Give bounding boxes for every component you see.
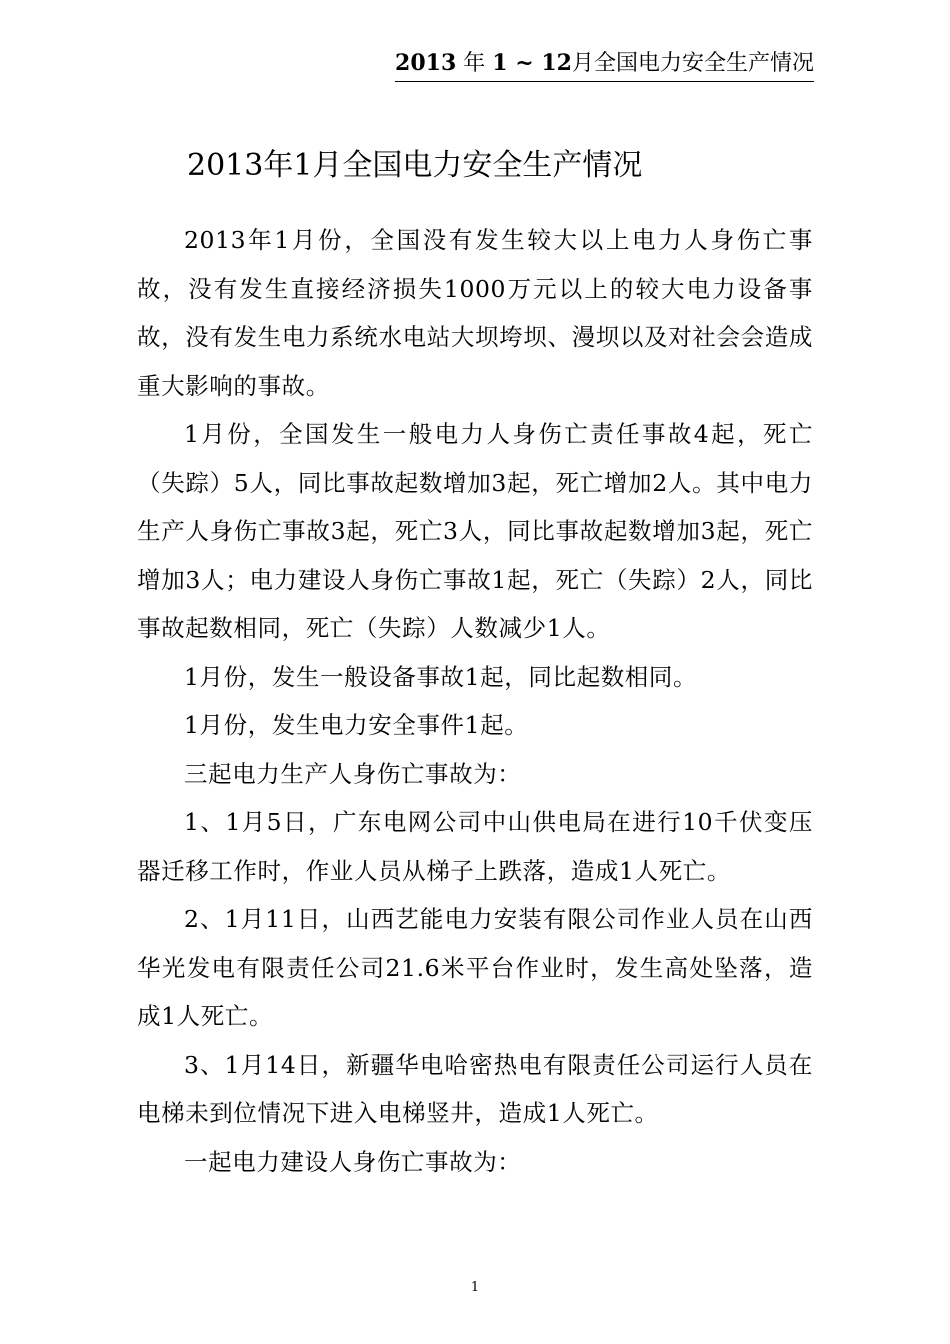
paragraph-accident-3: 3、1月14日，新疆华电哈密热电有限责任公司运行人员在电梯未到位情况下进入电梯竖井，造成1人死亡。 [137,1050,813,1127]
header-rest: 月全国电力安全生产情况 [571,51,814,76]
page-number: 1 [470,1280,480,1295]
header-range: 1 ~ 12 [492,50,572,76]
paragraph-safety-events: 1月份，发生电力安全事件1起。 [184,711,529,739]
paragraph-accident-1: 1、1月5日，广东电网公司中山供电局在进行10千伏变压器迁移工作时，作业人员从梯子上跌落，造成1人死亡。 [137,808,813,885]
paragraph-production-heading: 三起电力生产人身伤亡事故为： [184,759,522,788]
running-header [395,48,814,82]
paragraph-equipment-accidents: 1月份，发生一般设备事故1起，同比起数相同。 [184,662,698,691]
paragraph-summary: 2013年1月份，全国没有发生较大以上电力人身伤亡事故，没有发生直接经济损失1000万元以上的较大电力设备事故，没有发生电力系统水电站大坝垮坝、漫坝以及对社会会造成重大影响的事故。 [137,226,813,400]
document-body [137,216,813,1186]
header-nian: 年 [463,51,486,76]
paragraph-casualty-stats: 1月份，全国发生一般电力人身伤亡责任事故4起，死亡（失踪）5人，同比事故起数增加3起，死亡增加2人。其中电力生产人身伤亡事故3起，死亡3人，同比事故起数增加3起，死亡增加3人；电力建设人身伤亡事故1起，死亡（失踪）2人，同比事故起数相同，死亡（失踪）人数减少1人。 [137,420,813,642]
document-title: 2013年1月全国电力安全生产情况 [187,148,643,183]
header-year: 2013 [395,50,457,76]
paragraph-accident-2: 2、1月11日，山西艺能电力安装有限公司作业人员在山西华光发电有限责任公司21.6米平台作业时，发生高处坠落，造成1人死亡。 [137,905,813,1030]
paragraph-construction-heading: 一起电力建设人身伤亡事故为： [184,1147,522,1176]
